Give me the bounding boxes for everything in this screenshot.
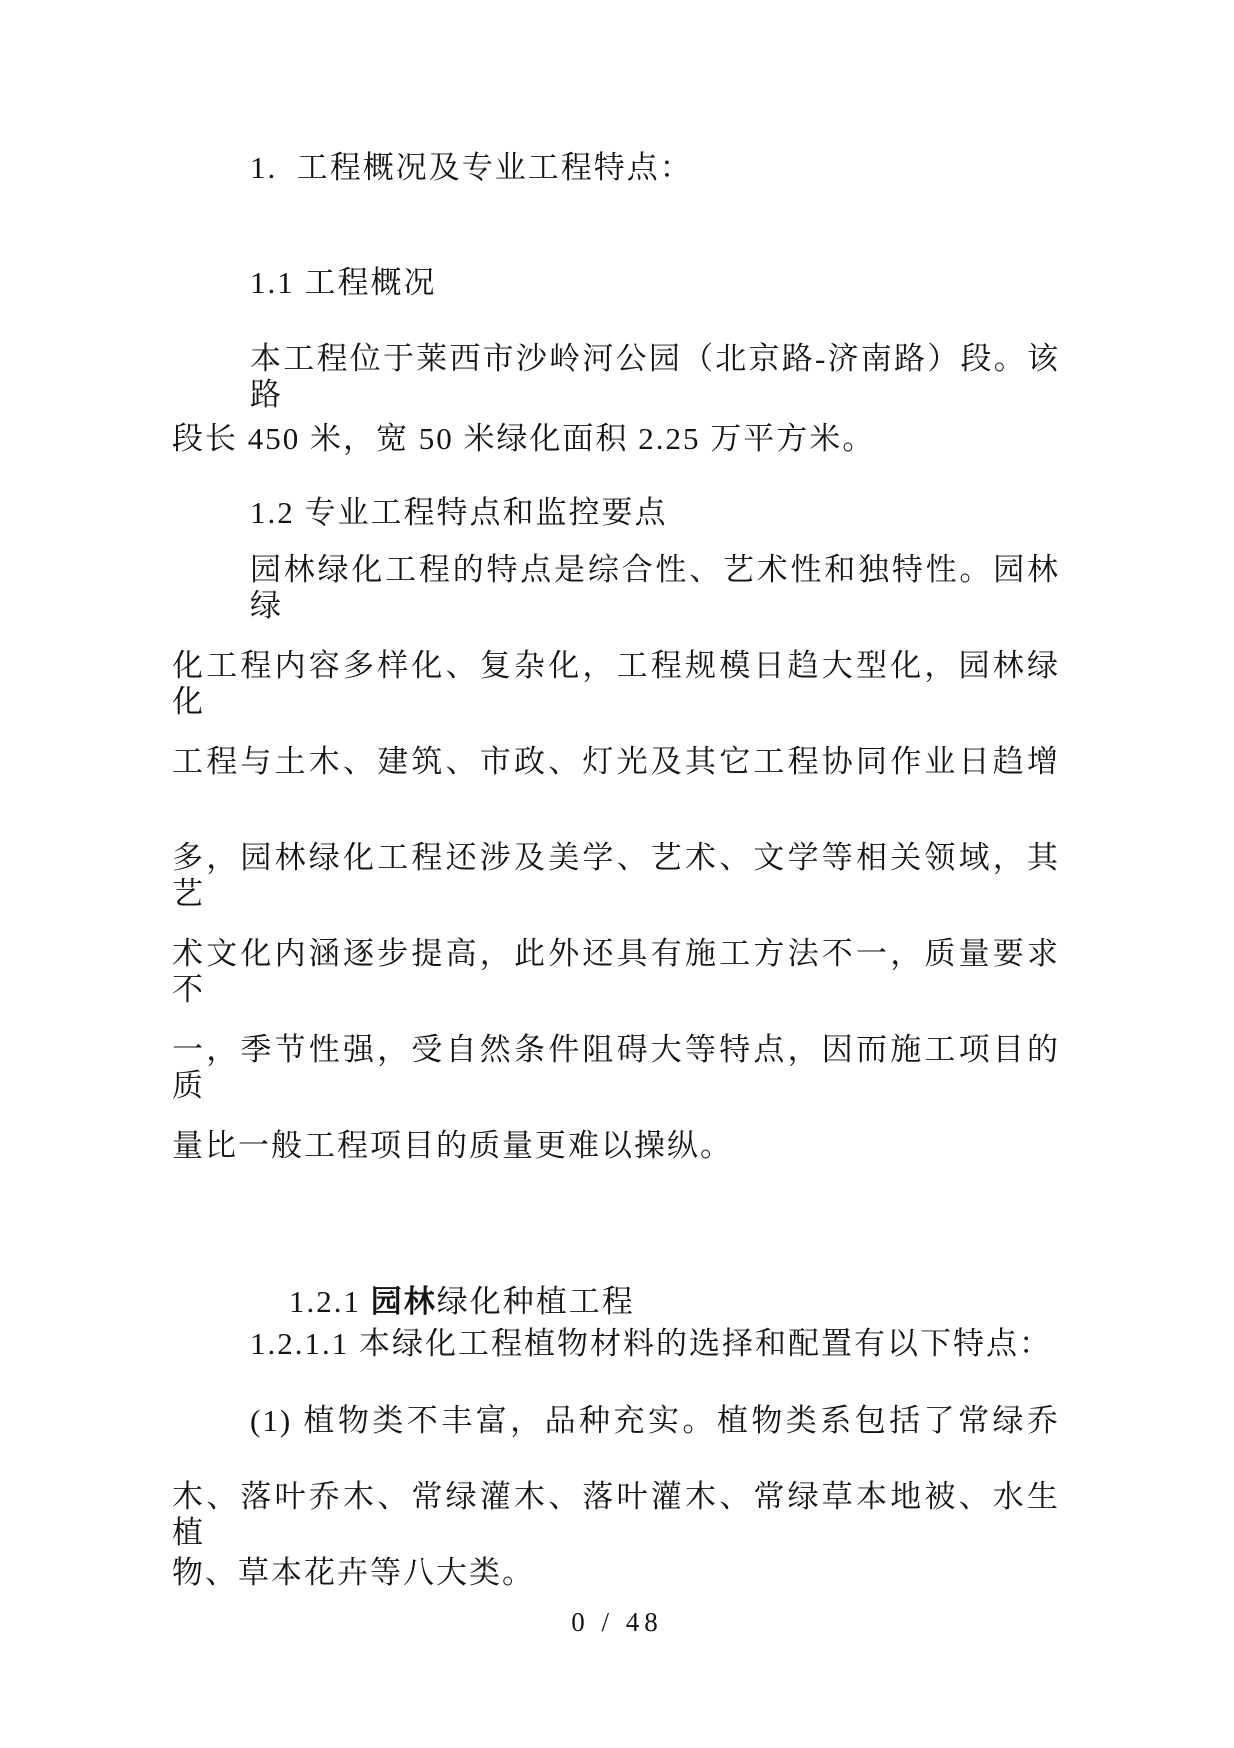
heading-1-2-1-rest: 绿化种植工程 — [436, 1284, 635, 1319]
section-1-2-paragraph-line-5: 术文化内涵逐步提高，此外还具有施工方法不一，质量要求不 — [172, 936, 1060, 1007]
item-1-line-3: 物、草本花卉等八大类。 — [172, 1555, 535, 1590]
heading-1-2-1-number: 1.2.1 — [289, 1284, 371, 1319]
item-1-line-2: 木、落叶乔木、常绿灌木、落叶灌木、常绿草本地被、水生植 — [172, 1479, 1060, 1550]
section-1-1-paragraph-line-1: 本工程位于莱西市沙岭河公园（北京路-济南路）段。该路 — [250, 341, 1060, 412]
section-1-2-paragraph-line-1: 园林绿化工程的特点是综合性、艺术性和独特性。园林绿 — [250, 552, 1060, 623]
section-1-2-paragraph-line-7: 量比一般工程项目的质量更难以操纵。 — [172, 1128, 733, 1163]
heading-1-2-1-bold-text: 园林 — [370, 1284, 437, 1319]
heading-1-2-1-1: 1.2.1.1 本绿化工程植物材料的选择和配置有以下特点： — [250, 1326, 1052, 1361]
section-1-2-paragraph-line-4: 多，园林绿化工程还涉及美学、艺术、文学等相关领域，其艺 — [172, 840, 1060, 911]
heading-1-1: 1.1 工程概况 — [250, 265, 437, 300]
page-number: 0 / 48 — [571, 1607, 663, 1637]
section-1-2-paragraph-line-3: 工程与土木、建筑、市政、灯光及其它工程协同作业日趋增 — [172, 744, 1060, 779]
section-1-1-paragraph-line-2: 段长 450 米，宽 50 米绿化面积 2.25 万平方米。 — [172, 421, 876, 456]
item-1-line-1: (1) 植物类不丰富，品种充实。植物类系包括了常绿乔 — [250, 1403, 1060, 1438]
section-1-2-paragraph-line-6: 一，季节性强，受自然条件阻碍大等特点，因而施工项目的质 — [172, 1032, 1060, 1103]
heading-1-2: 1.2 专业工程特点和监控要点 — [250, 495, 668, 530]
section-1-2-paragraph-line-2: 化工程内容多样化、复杂化，工程规模日趋大型化，园林绿化 — [172, 648, 1060, 719]
heading-1: 1. 工程概况及专业工程特点： — [250, 150, 693, 185]
